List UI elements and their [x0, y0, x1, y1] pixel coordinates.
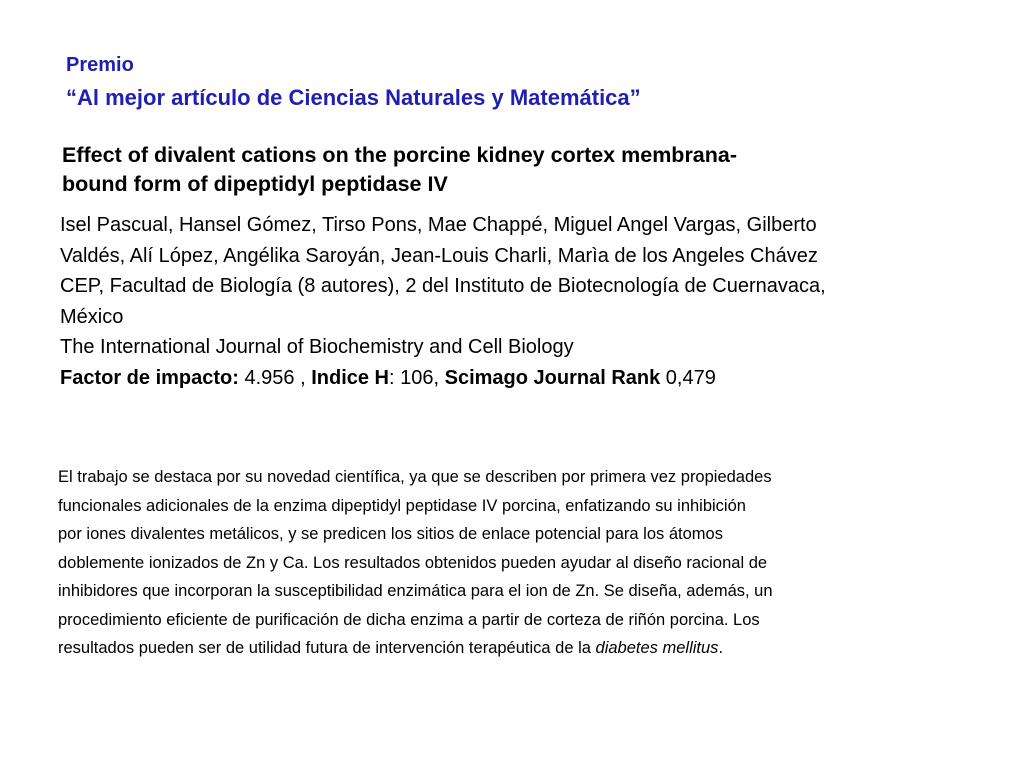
- sjr-value: 0,479: [660, 366, 716, 389]
- abstract-line-2: funcionales adicionales de la enzima dipeptidyl peptidase IV porcina, enfatizando su inhibición: [58, 496, 746, 515]
- h-index-label: Indice H: [311, 366, 389, 389]
- authors-line-1: Isel Pascual, Hansel Gómez, Tirso Pons, Mae Chappé, Miguel Angel Vargas, Gilberto: [60, 214, 817, 236]
- abstract-line-3: por iones divalentes metálicos, y se predicen los sitios de enlace potencial para los átomos: [58, 525, 723, 543]
- premio-label: Premio: [66, 54, 134, 76]
- authors-block: [60, 210, 960, 393]
- abstract-line-1: El trabajo se destaca por su novedad científica, ya que se describen por primera vez propiedades: [58, 468, 772, 486]
- h-index-value: : 106,: [389, 366, 445, 389]
- abstract-line-4: doblemente ionizados de Zn y Ca. Los resultados obtenidos pueden ayudar al diseño racional de: [58, 553, 768, 572]
- article-title-line-1: Effect of divalent cations on the porcine kidney cortex membrana-: [62, 143, 738, 167]
- article-title: [62, 141, 942, 199]
- abstract-line-6: procedimiento eficiente de purificación de dicha enzima a partir de corteza de riñón porcina. Los: [58, 610, 760, 629]
- abstract-line-7: [58, 634, 958, 663]
- sjr-label: Scimago Journal Rank: [444, 366, 661, 389]
- abstract-line-7-end: .: [718, 639, 724, 657]
- abstract-line-7-text: resultados pueden ser de utilidad futura de intervención terapéutica de la: [58, 639, 596, 657]
- authors-line-2: Valdés, Alí López, Angélika Saroyán, Jean-Louis Charli, Marìa de los Angeles Chávez: [60, 244, 818, 267]
- impact-factor-label: Factor de impacto:: [60, 366, 239, 389]
- journal-name: The International Journal of Biochemistry and Cell Biology: [60, 336, 574, 358]
- abstract-line-5: inhibidores que incorporan la susceptibilidad enzimática para el ion de Zn. Se diseña, además, un: [58, 582, 773, 600]
- journal-metrics: [60, 363, 960, 394]
- article-title-line-2: bound form of dipeptidyl peptidase IV: [62, 172, 448, 196]
- impact-factor-value: 4.956 ,: [238, 366, 312, 389]
- affiliation-country: México: [60, 305, 124, 328]
- affiliation-line: CEP, Facultad de Biología (8 autores), 2 del Instituto de Biotecnología de Cuernavaca,: [60, 275, 826, 297]
- abstract-paragraph: [58, 463, 958, 663]
- premio-title: “Al mejor artículo de Ciencias Naturales y Matemática”: [66, 85, 641, 110]
- diabetes-mellitus-term: diabetes mellitus: [595, 639, 719, 657]
